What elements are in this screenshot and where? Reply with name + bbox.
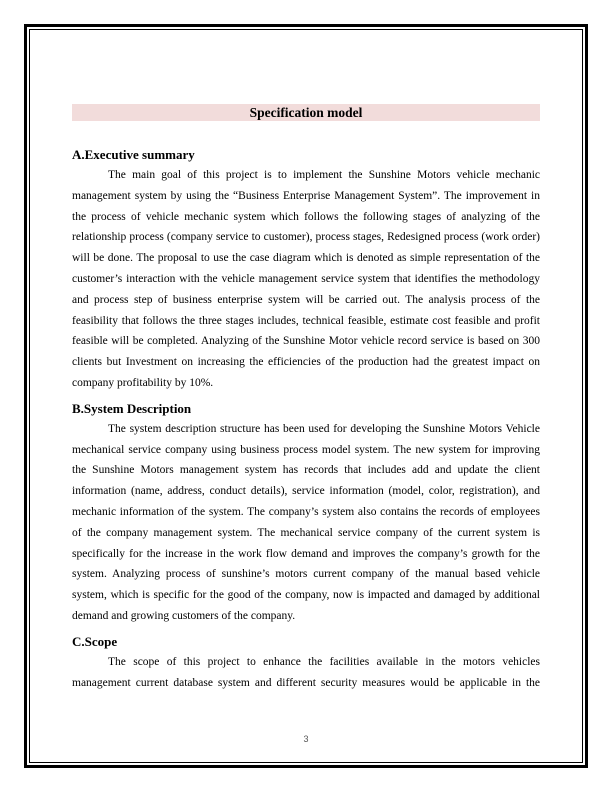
section-system-description: [72, 399, 540, 627]
section-paragraph: The main goal of this project is to implement the Sunshine Motors vehicle mechanic management system by using the “Business Enterprise Management System”. The improvement in the process of vehicle mechanic system which follows the following stages of analyzing of the relationship process (company service to customer), process stages, Redesigned process (work order) will be done. The proposal to use the case diagram which is denoted as simple representation of the customer’s interaction with the vehicle management service system that identifies the methodology and process step of business enterprise system will be carried out. The analysis process of the feasibility that follows the three stages includes, technical feasible, estimate cost feasible and profit feasible will be completed. Analyzing of the Sunshine Motor vehicle record service is based on 300 clients but Investment on increasing the efficiencies of the production had the greatest impact on company profitability by 10%.: [72, 169, 540, 389]
section-paragraph: The system description structure has been used for developing the Sunshine Motors Vehicle mechanical service company using business process model system. The new system for improving the Sunshine Motors management system has records that includes add and update the client information (name, address, conduct details), service information (model, color, registration), and mechanic information of the system. The company’s system also contains the records of employees of the company management system. The mechanical service company of the current system is specifically for the increase in the work flow demand and improves the company’s growth for the system. Analyzing process of sunshine’s motors current company of the manual based vehicle system, which is specific for the good of the company, now is impacted and damaged by additional demand and growing customers of the company.: [72, 422, 540, 622]
section-heading: [72, 632, 540, 652]
section-heading: [72, 399, 540, 419]
section-heading: [72, 145, 540, 165]
document-content: [72, 104, 540, 693]
document-title: Specification model: [72, 104, 540, 121]
section-executive-summary: [72, 145, 540, 394]
section-paragraph: The scope of this project to enhance the facilities available in the motors vehicles management current database system and different security measures would be applicable in the: [72, 655, 540, 689]
section-heading-text: Scope: [84, 633, 118, 649]
section-number: C.: [72, 633, 85, 649]
section-number: A.: [72, 147, 85, 162]
section-heading-text: System Description: [83, 400, 192, 416]
page-number: 3: [303, 734, 309, 744]
section-scope: [72, 632, 540, 694]
section-heading-text: Executive summary: [84, 147, 195, 162]
section-number: B.: [72, 400, 84, 416]
